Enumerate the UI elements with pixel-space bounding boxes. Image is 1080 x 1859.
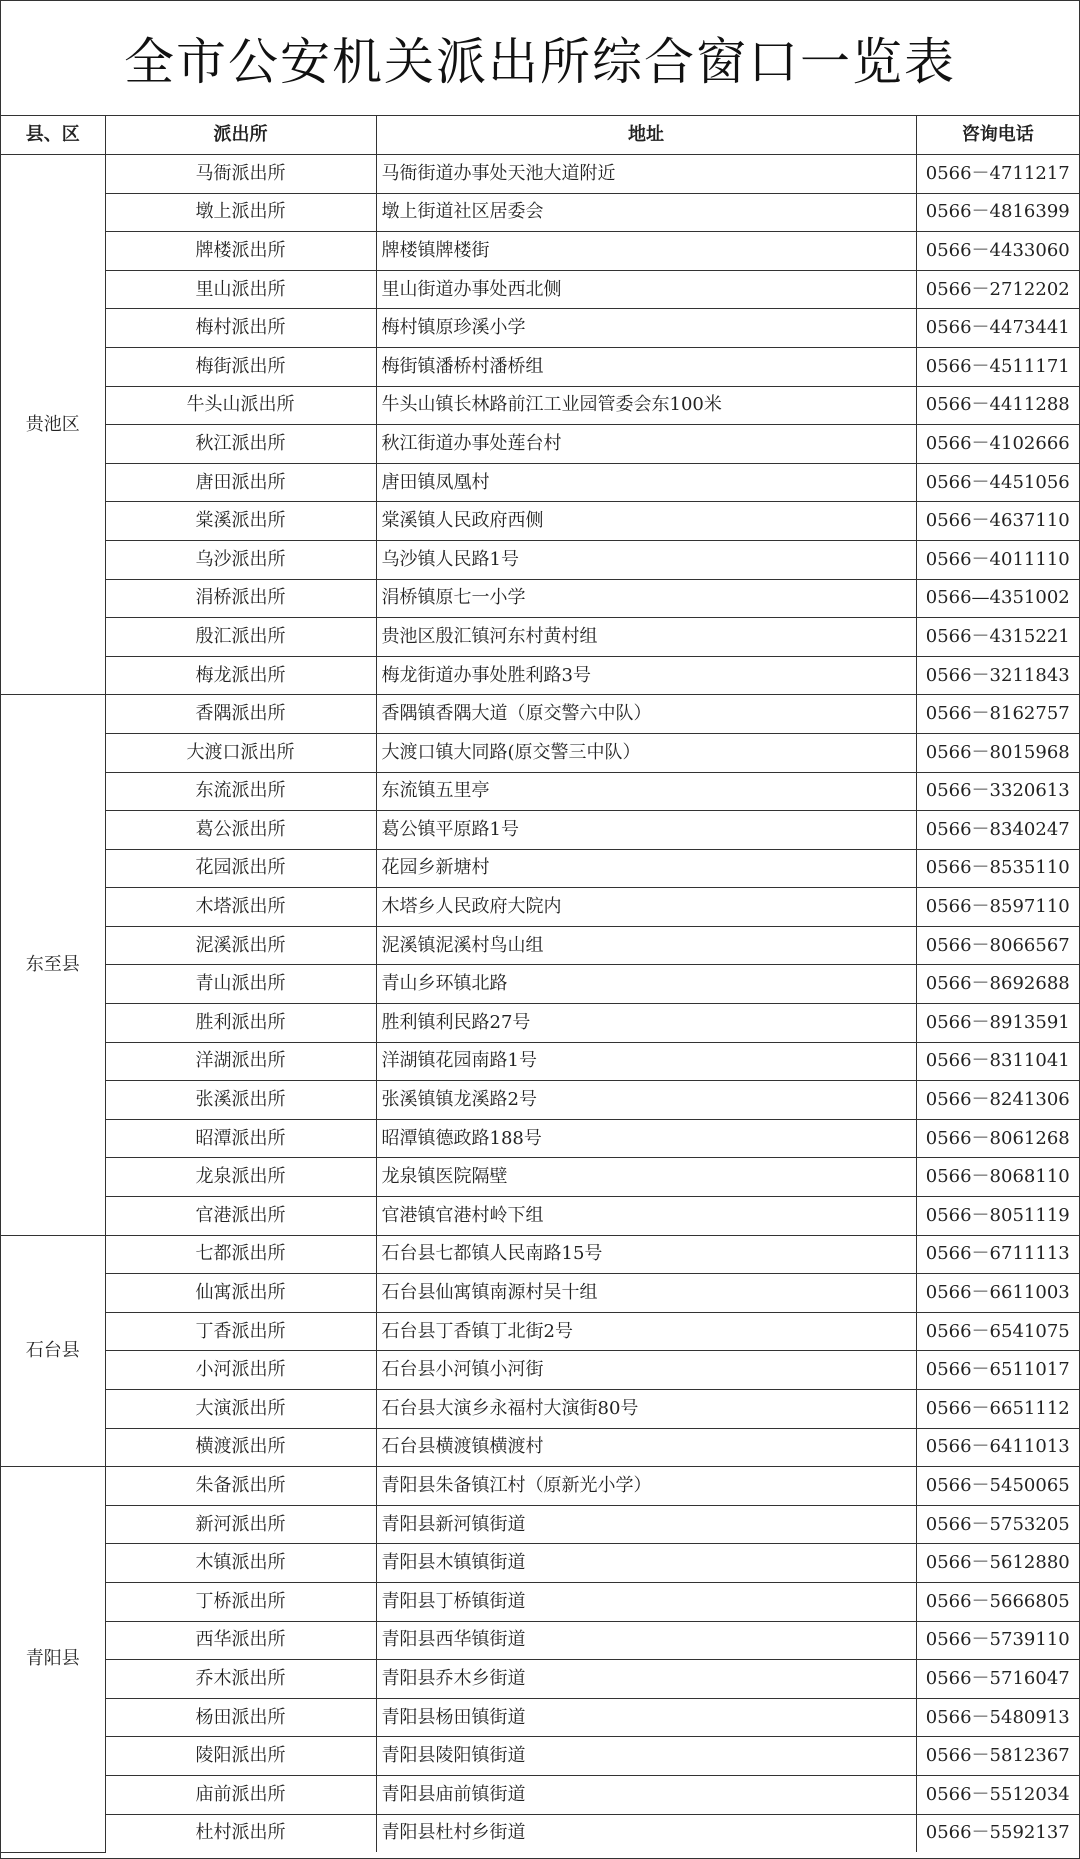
station-cell: 香隅派出所 <box>105 695 376 734</box>
address-cell: 贵池区殷汇镇河东村黄村组 <box>376 618 916 657</box>
address-cell: 墩上街道社区居委会 <box>376 193 916 232</box>
phone-cell: 0566－8162757 <box>916 695 1079 734</box>
station-cell: 陵阳派出所 <box>105 1737 376 1776</box>
address-cell: 木塔乡人民政府大院内 <box>376 888 916 927</box>
station-cell: 花园派出所 <box>105 849 376 888</box>
table-row <box>1 1737 1079 1776</box>
table-row <box>1 656 1079 695</box>
table-row <box>1 1390 1079 1429</box>
phone-cell: 0566－4816399 <box>916 193 1079 232</box>
phone-cell: 0566－8066567 <box>916 926 1079 965</box>
table-row <box>1 540 1079 579</box>
police-station-table <box>1 116 1079 1853</box>
station-cell: 殷汇派出所 <box>105 618 376 657</box>
phone-cell: 0566－5753205 <box>916 1505 1079 1544</box>
phone-cell: 0566－4102666 <box>916 425 1079 464</box>
station-cell: 昭潭派出所 <box>105 1119 376 1158</box>
address-cell: 花园乡新塘村 <box>376 849 916 888</box>
phone-cell: 0566－5450065 <box>916 1467 1079 1506</box>
table-row <box>1 1775 1079 1814</box>
station-cell: 棠溪派出所 <box>105 502 376 541</box>
table-row <box>1 965 1079 1004</box>
phone-cell: 0566－6611003 <box>916 1274 1079 1313</box>
station-cell: 官港派出所 <box>105 1197 376 1236</box>
phone-cell: 0566－4433060 <box>916 232 1079 271</box>
station-cell: 牌楼派出所 <box>105 232 376 271</box>
phone-cell: 0566－8535110 <box>916 849 1079 888</box>
phone-cell: 0566－4315221 <box>916 618 1079 657</box>
header-district: 县、区 <box>1 116 105 155</box>
address-cell: 石台县大演乡永福村大演街80号 <box>376 1390 916 1429</box>
phone-cell: 0566－6411013 <box>916 1428 1079 1467</box>
phone-cell: 0566－5612880 <box>916 1544 1079 1583</box>
phone-cell: 0566－3320613 <box>916 772 1079 811</box>
phone-cell: 0566－5812367 <box>916 1737 1079 1776</box>
phone-cell: 0566－5512034 <box>916 1775 1079 1814</box>
address-cell: 青阳县乔木乡街道 <box>376 1660 916 1699</box>
district-cell: 青阳县 <box>1 1467 105 1852</box>
station-cell: 东流派出所 <box>105 772 376 811</box>
station-cell: 木塔派出所 <box>105 888 376 927</box>
phone-cell: 0566－8068110 <box>916 1158 1079 1197</box>
table-row <box>1 618 1079 657</box>
station-cell: 横渡派出所 <box>105 1428 376 1467</box>
phone-cell: 0566－5716047 <box>916 1660 1079 1699</box>
station-cell: 张溪派出所 <box>105 1081 376 1120</box>
phone-cell: 0566—4351002 <box>916 579 1079 618</box>
address-cell: 青阳县丁桥镇街道 <box>376 1582 916 1621</box>
table-row <box>1 425 1079 464</box>
address-cell: 石台县横渡镇横渡村 <box>376 1428 916 1467</box>
station-cell: 泥溪派出所 <box>105 926 376 965</box>
station-cell: 西华派出所 <box>105 1621 376 1660</box>
table-row <box>1 1351 1079 1390</box>
phone-cell: 0566－5666805 <box>916 1582 1079 1621</box>
phone-cell: 0566－6511017 <box>916 1351 1079 1390</box>
station-cell: 杜村派出所 <box>105 1814 376 1852</box>
table-row <box>1 1004 1079 1043</box>
address-cell: 石台县仙寓镇南源村吴十组 <box>376 1274 916 1313</box>
address-cell: 唐田镇凤凰村 <box>376 463 916 502</box>
address-cell: 棠溪镇人民政府西侧 <box>376 502 916 541</box>
address-cell: 昭潭镇德政路188号 <box>376 1119 916 1158</box>
station-cell: 墩上派出所 <box>105 193 376 232</box>
station-cell: 朱备派出所 <box>105 1467 376 1506</box>
table-row <box>1 193 1079 232</box>
station-cell: 里山派出所 <box>105 270 376 309</box>
phone-cell: 0566－5739110 <box>916 1621 1079 1660</box>
table-row <box>1 1621 1079 1660</box>
phone-cell: 0566－8241306 <box>916 1081 1079 1120</box>
address-cell: 青阳县杜村乡街道 <box>376 1814 916 1852</box>
table-row <box>1 1042 1079 1081</box>
table-row <box>1 772 1079 811</box>
table-row <box>1 155 1079 194</box>
address-cell: 里山街道办事处西北侧 <box>376 270 916 309</box>
district-cell: 石台县 <box>1 1235 105 1467</box>
address-cell: 张溪镇镇龙溪路2号 <box>376 1081 916 1120</box>
table-row <box>1 270 1079 309</box>
table-row <box>1 733 1079 772</box>
phone-cell: 0566－4411288 <box>916 386 1079 425</box>
station-cell: 丁香派出所 <box>105 1312 376 1351</box>
header-address: 地址 <box>376 116 916 155</box>
address-cell: 石台县丁香镇丁北街2号 <box>376 1312 916 1351</box>
station-cell: 新河派出所 <box>105 1505 376 1544</box>
station-cell: 梅龙派出所 <box>105 656 376 695</box>
address-cell: 龙泉镇医院隔壁 <box>376 1158 916 1197</box>
station-cell: 杨田派出所 <box>105 1698 376 1737</box>
table-row <box>1 386 1079 425</box>
station-cell: 青山派出所 <box>105 965 376 1004</box>
phone-cell: 0566－5480913 <box>916 1698 1079 1737</box>
table-row <box>1 1698 1079 1737</box>
address-cell: 牛头山镇长林路前江工业园管委会东100米 <box>376 386 916 425</box>
table-row <box>1 463 1079 502</box>
district-cell: 贵池区 <box>1 155 105 695</box>
phone-cell: 0566－8913591 <box>916 1004 1079 1043</box>
table-row <box>1 579 1079 618</box>
phone-cell: 0566－4637110 <box>916 502 1079 541</box>
station-cell: 七都派出所 <box>105 1235 376 1274</box>
address-cell: 梅村镇原珍溪小学 <box>376 309 916 348</box>
station-cell: 洋湖派出所 <box>105 1042 376 1081</box>
phone-cell: 0566－4511171 <box>916 347 1079 386</box>
phone-cell: 0566－8051119 <box>916 1197 1079 1236</box>
address-cell: 洋湖镇花园南路1号 <box>376 1042 916 1081</box>
phone-cell: 0566－8692688 <box>916 965 1079 1004</box>
table-row <box>1 1428 1079 1467</box>
address-cell: 马衙街道办事处天池大道附近 <box>376 155 916 194</box>
station-cell: 马衙派出所 <box>105 155 376 194</box>
phone-cell: 0566－8015968 <box>916 733 1079 772</box>
address-cell: 青阳县木镇镇街道 <box>376 1544 916 1583</box>
table-row <box>1 1197 1079 1236</box>
phone-cell: 0566－2712202 <box>916 270 1079 309</box>
table-row <box>1 502 1079 541</box>
station-cell: 庙前派出所 <box>105 1775 376 1814</box>
address-cell: 牌楼镇牌楼街 <box>376 232 916 271</box>
phone-cell: 0566－6711113 <box>916 1235 1079 1274</box>
station-cell: 涓桥派出所 <box>105 579 376 618</box>
station-cell: 小河派出所 <box>105 1351 376 1390</box>
phone-cell: 0566－5592137 <box>916 1814 1079 1852</box>
station-cell: 梅村派出所 <box>105 309 376 348</box>
address-cell: 胜利镇利民路27号 <box>376 1004 916 1043</box>
phone-cell: 0566－8340247 <box>916 811 1079 850</box>
station-cell: 大渡口派出所 <box>105 733 376 772</box>
address-cell: 大渡口镇大同路(原交警三中队） <box>376 733 916 772</box>
station-cell: 葛公派出所 <box>105 811 376 850</box>
phone-cell: 0566－6541075 <box>916 1312 1079 1351</box>
table-row <box>1 695 1079 734</box>
phone-cell: 0566－4473441 <box>916 309 1079 348</box>
address-cell: 东流镇五里亭 <box>376 772 916 811</box>
table-row <box>1 1505 1079 1544</box>
station-cell: 梅街派出所 <box>105 347 376 386</box>
table-header-row <box>1 116 1079 155</box>
table-body <box>1 155 1079 1853</box>
table-row <box>1 811 1079 850</box>
table-row <box>1 1312 1079 1351</box>
header-station: 派出所 <box>105 116 376 155</box>
address-cell: 青阳县新河镇街道 <box>376 1505 916 1544</box>
table-row <box>1 1119 1079 1158</box>
table-row <box>1 1544 1079 1583</box>
address-cell: 青阳县朱备镇江村（原新光小学） <box>376 1467 916 1506</box>
address-cell: 青阳县西华镇街道 <box>376 1621 916 1660</box>
address-cell: 官港镇官港村岭下组 <box>376 1197 916 1236</box>
phone-cell: 0566－8597110 <box>916 888 1079 927</box>
address-cell: 泥溪镇泥溪村鸟山组 <box>376 926 916 965</box>
address-cell: 梅龙街道办事处胜利路3号 <box>376 656 916 695</box>
address-cell: 梅街镇潘桥村潘桥组 <box>376 347 916 386</box>
address-cell: 青阳县陵阳镇街道 <box>376 1737 916 1776</box>
header-phone: 咨询电话 <box>916 116 1079 155</box>
station-cell: 胜利派出所 <box>105 1004 376 1043</box>
table-row <box>1 849 1079 888</box>
table-row <box>1 1235 1079 1274</box>
phone-cell: 0566－4011110 <box>916 540 1079 579</box>
address-cell: 乌沙镇人民路1号 <box>376 540 916 579</box>
station-cell: 龙泉派出所 <box>105 1158 376 1197</box>
table-row <box>1 347 1079 386</box>
phone-cell: 0566－8061268 <box>916 1119 1079 1158</box>
station-cell: 仙寓派出所 <box>105 1274 376 1313</box>
station-cell: 大演派出所 <box>105 1390 376 1429</box>
table-row <box>1 232 1079 271</box>
phone-cell: 0566－3211843 <box>916 656 1079 695</box>
address-cell: 石台县七都镇人民南路15号 <box>376 1235 916 1274</box>
station-cell: 牛头山派出所 <box>105 386 376 425</box>
station-cell: 丁桥派出所 <box>105 1582 376 1621</box>
station-cell: 秋江派出所 <box>105 425 376 464</box>
station-cell: 木镇派出所 <box>105 1544 376 1583</box>
phone-cell: 0566－8311041 <box>916 1042 1079 1081</box>
table-row <box>1 1081 1079 1120</box>
address-cell: 青阳县庙前镇街道 <box>376 1775 916 1814</box>
address-cell: 青阳县杨田镇街道 <box>376 1698 916 1737</box>
table-row <box>1 888 1079 927</box>
table-row <box>1 309 1079 348</box>
address-cell: 葛公镇平原路1号 <box>376 811 916 850</box>
table-row <box>1 1814 1079 1852</box>
page-title: 全市公安机关派出所综合窗口一览表 <box>1 1 1079 116</box>
station-cell: 唐田派出所 <box>105 463 376 502</box>
table-row <box>1 1158 1079 1197</box>
address-cell: 石台县小河镇小河街 <box>376 1351 916 1390</box>
district-cell: 东至县 <box>1 695 105 1235</box>
table-row <box>1 1274 1079 1313</box>
address-cell: 香隅镇香隅大道（原交警六中队） <box>376 695 916 734</box>
address-cell: 秋江街道办事处莲台村 <box>376 425 916 464</box>
phone-cell: 0566－4451056 <box>916 463 1079 502</box>
table-row <box>1 1660 1079 1699</box>
phone-cell: 0566－4711217 <box>916 155 1079 194</box>
station-cell: 乌沙派出所 <box>105 540 376 579</box>
address-cell: 涓桥镇原七一小学 <box>376 579 916 618</box>
phone-cell: 0566－6651112 <box>916 1390 1079 1429</box>
station-cell: 乔木派出所 <box>105 1660 376 1699</box>
address-cell: 青山乡环镇北路 <box>376 965 916 1004</box>
table-row <box>1 1467 1079 1506</box>
table-row <box>1 1582 1079 1621</box>
table-row <box>1 926 1079 965</box>
